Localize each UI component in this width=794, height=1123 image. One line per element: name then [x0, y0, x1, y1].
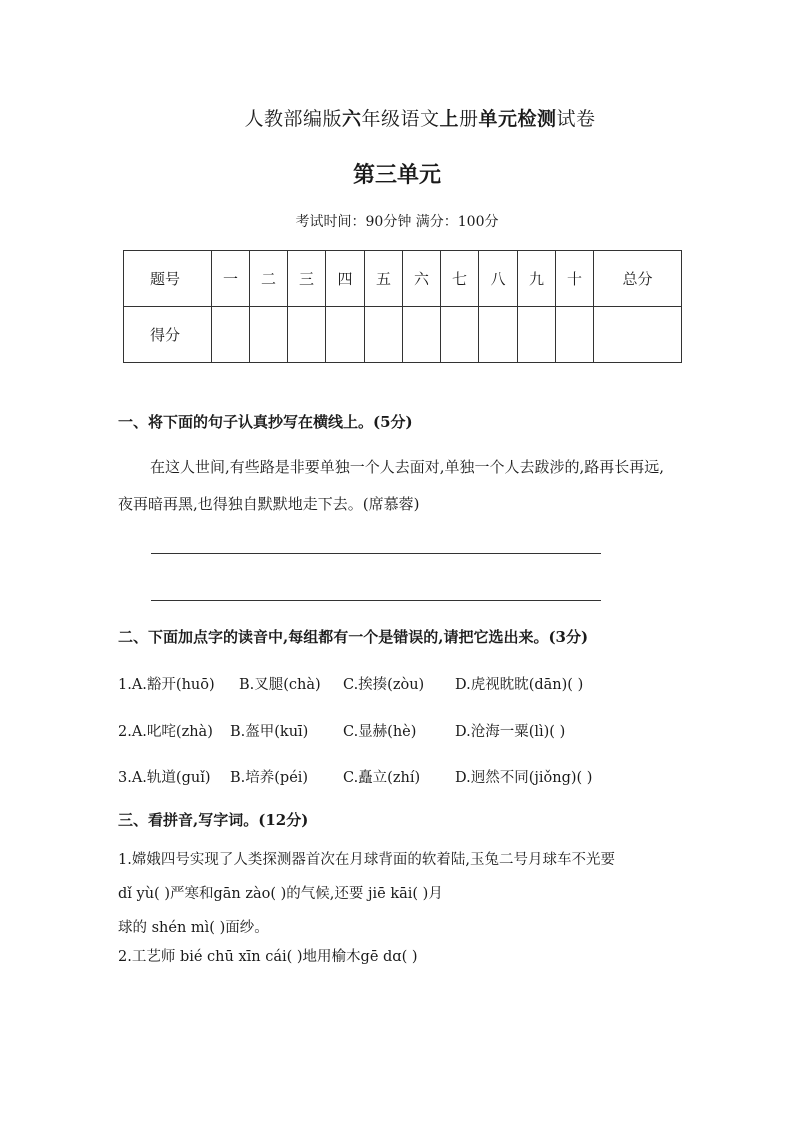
score-table-header-row	[124, 251, 682, 307]
score-label: 得分	[124, 307, 212, 363]
question-line: 1.嫦娥四号实现了人类探测器首次在月球背面的软着陆,玉兔二号月球车不光要	[118, 852, 615, 868]
option-c: C.显赫(hè)	[343, 724, 417, 740]
column-header: 八	[479, 251, 518, 307]
column-header: 三	[288, 251, 326, 307]
total-score-label: 总分	[594, 251, 682, 307]
score-cell[interactable]	[212, 307, 250, 363]
copy-passage: 在这人世间,有些路是非要单独一个人去面对,单独一个人去跋涉的,路再长再远,夜再暗再黑,也得独自默默地走下去。(席慕蓉)	[118, 458, 665, 513]
column-header: 四	[326, 251, 365, 307]
score-cell[interactable]	[250, 307, 288, 363]
exam-info: 考试时间：90分钟 满分：100分	[295, 214, 499, 230]
exam-title	[0, 104, 794, 131]
column-header: 一	[212, 251, 250, 307]
question-line: 2.工艺师 bié chū xīn cái( )地用榆木gē dɑ( )	[118, 949, 418, 965]
option-a: 1.A.豁开(huō)	[118, 677, 215, 693]
answer-line[interactable]	[151, 600, 601, 601]
question-number-label: 题号	[124, 251, 212, 307]
option-b: B.培养(péi)	[230, 770, 309, 786]
pinyin-question-2	[118, 940, 678, 974]
section-3-heading: 三、看拼音,写字词。(12分)	[118, 811, 309, 829]
column-header: 九	[518, 251, 556, 307]
title-text-term: 上	[439, 108, 459, 130]
answer-line[interactable]	[151, 553, 601, 554]
score-cell[interactable]	[365, 307, 403, 363]
score-cell[interactable]	[441, 307, 479, 363]
title-text-test-type: 单元检测	[478, 108, 557, 130]
score-cell[interactable]	[518, 307, 556, 363]
title-text-publisher: 人教部编版	[244, 108, 342, 130]
option-c: C.矗立(zhí)	[343, 770, 421, 786]
option-a: 2.A.叱咤(zhà)	[118, 724, 213, 740]
score-cell[interactable]	[556, 307, 594, 363]
option-a: 3.A.轨道(guǐ)	[118, 770, 211, 786]
column-header: 七	[441, 251, 479, 307]
score-table	[123, 250, 682, 363]
score-cell[interactable]	[403, 307, 441, 363]
section-1-heading: 一、将下面的句子认真抄写在横线上。(5分)	[118, 413, 413, 431]
pinyin-question-1	[118, 843, 678, 945]
score-cell[interactable]	[288, 307, 326, 363]
option-d: D.迥然不同(jiǒng)( )	[455, 770, 593, 786]
title-text-paper: 试卷	[556, 108, 596, 130]
section-2-heading: 二、下面加点字的读音中,每组都有一个是错误的,请把它选出来。(3分)	[118, 628, 589, 646]
column-header: 五	[365, 251, 403, 307]
question-line: dǐ yù( )严寒和gān zào( )的气候,还要 jiē kāi( )月	[118, 886, 443, 902]
option-b: B.叉腿(chà)	[239, 677, 321, 693]
option-d: D.沧海一粟(lì)( )	[455, 724, 566, 740]
column-header: 二	[250, 251, 288, 307]
pronunciation-group	[118, 720, 565, 741]
option-d: D.虎视眈眈(dān)( )	[455, 677, 584, 693]
unit-title: 第三单元	[352, 162, 441, 188]
option-c: C.挨揍(zòu)	[343, 677, 425, 693]
title-text-volume: 册	[459, 108, 479, 130]
pronunciation-group	[118, 673, 583, 694]
score-cell[interactable]	[326, 307, 365, 363]
option-b: B.盔甲(kuī)	[230, 724, 309, 740]
title-text-grade: 六	[341, 108, 362, 130]
title-text-subject: 年级语文	[361, 108, 440, 130]
column-header: 六	[403, 251, 441, 307]
score-table-score-row	[124, 307, 682, 363]
score-cell[interactable]	[479, 307, 518, 363]
column-header: 十	[556, 251, 594, 307]
question-line: 球的 shén mì( )面纱。	[118, 920, 269, 936]
total-score-cell[interactable]	[594, 307, 682, 363]
pronunciation-group	[118, 766, 592, 787]
